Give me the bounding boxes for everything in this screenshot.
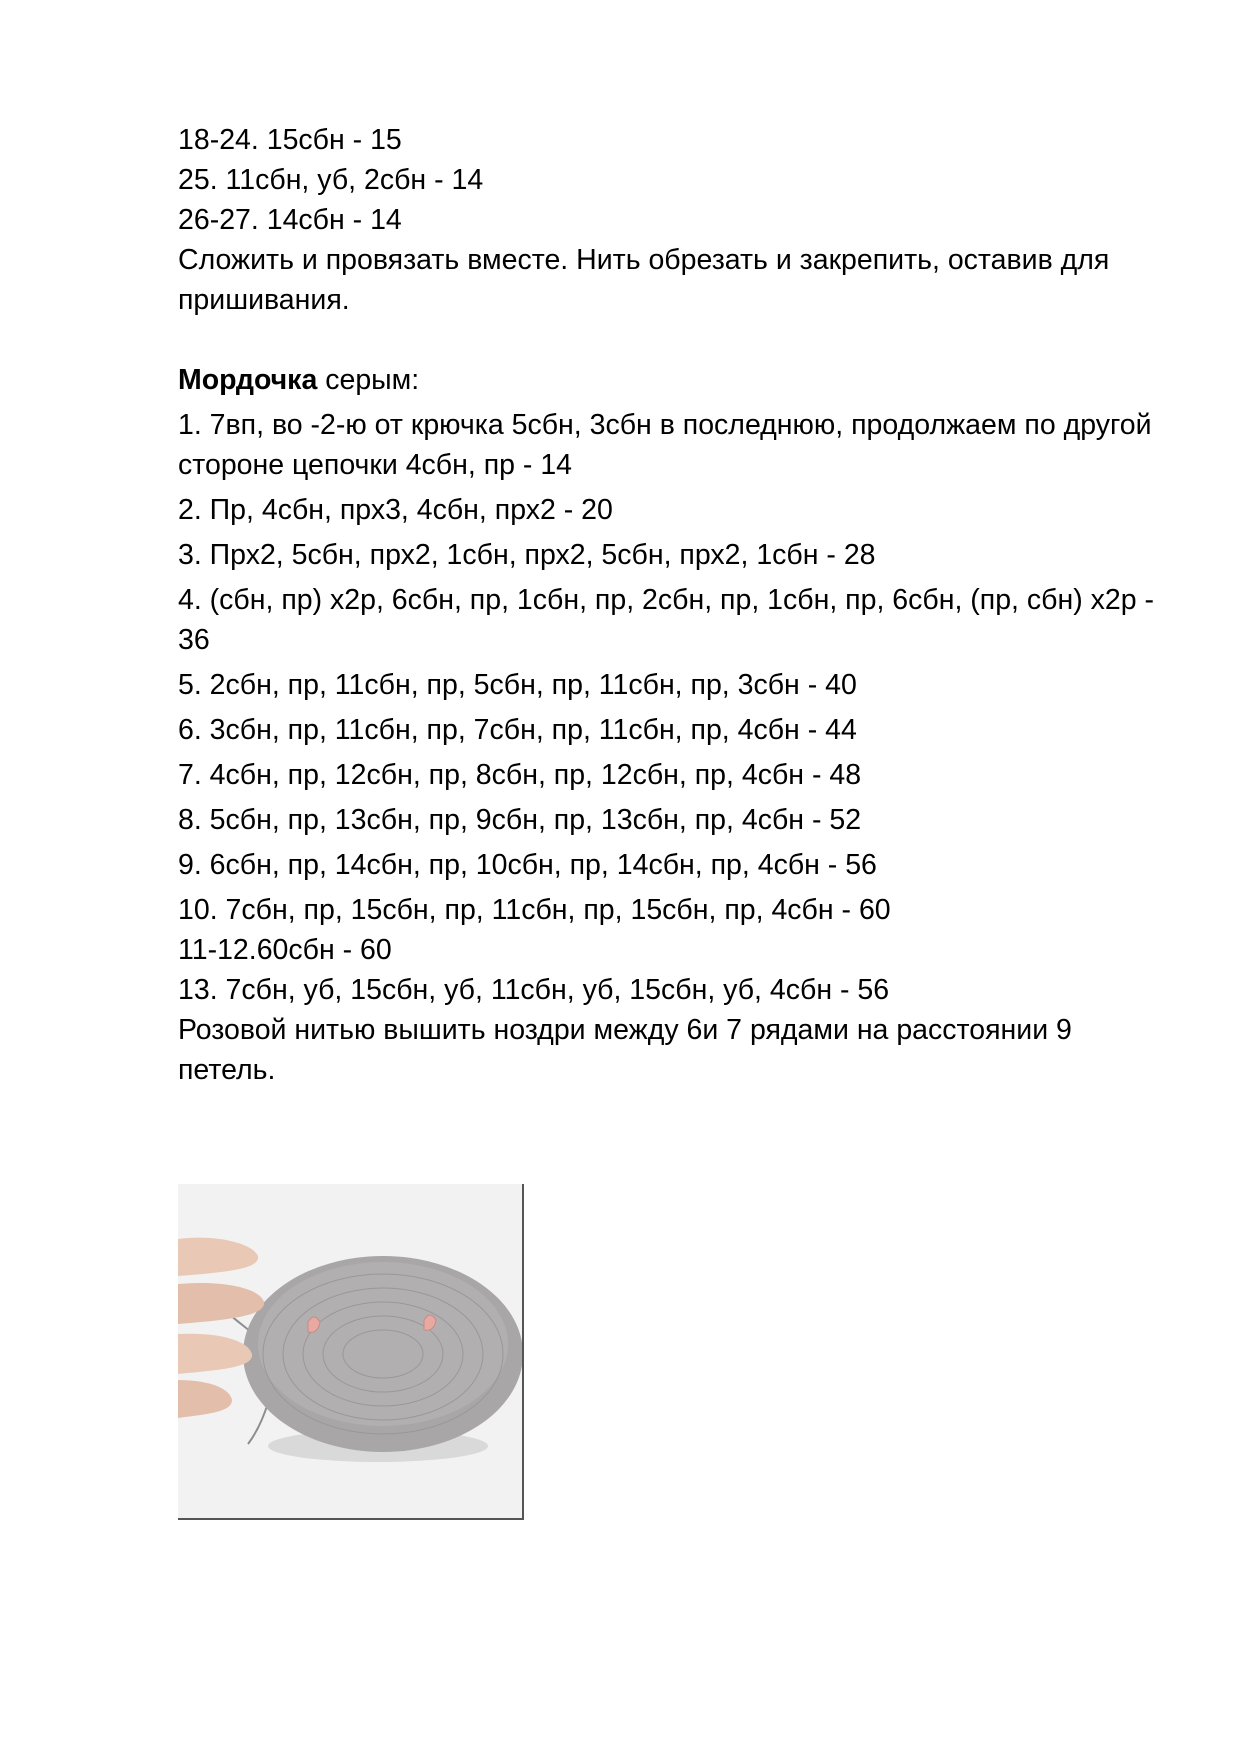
pattern-row: 2. Пр, 4сбн, прх3, 4сбн, прх2 - 20 <box>178 494 613 526</box>
crochet-muzzle-highlight <box>258 1262 508 1426</box>
muzzle-photo <box>178 1184 524 1520</box>
pattern-row: 9. 6сбн, пр, 14сбн, пр, 10сбн, пр, 14сбн, пр, 4сбн - 56 <box>178 849 877 881</box>
pattern-row: 7. 4сбн, пр, 12сбн, пр, 8сбн, пр, 12сбн, пр, 4сбн - 48 <box>178 759 862 791</box>
pattern-row: 10. 7сбн, пр, 15сбн, пр, 11сбн, пр, 15сбн, пр, 4сбн - 60 <box>178 894 891 926</box>
intro-line: 25. 11сбн, уб, 2сбн - 14 <box>178 164 484 196</box>
pattern-row: 3. Прх2, 5сбн, прх2, 1сбн, прх2, 5сбн, прх2, 1сбн - 28 <box>178 539 876 571</box>
section-heading-rest: серым: <box>317 364 420 396</box>
tail-line: 13. 7сбн, уб, 15сбн, уб, 11сбн, уб, 15сбн, уб, 4сбн - 56 <box>178 974 890 1006</box>
final-paragraph: Розовой нитью вышить ноздри между 6и 7 рядами на расстоянии 9 петель. <box>178 1014 1072 1086</box>
section-heading <box>178 360 1168 400</box>
intro-paragraph: Сложить и провязать вместе. Нить обрезать и закрепить, оставив для пришивания. <box>178 244 1110 316</box>
muzzle-photo-illustration <box>178 1184 524 1520</box>
pattern-row: 1. 7вп, во -2-ю от крючка 5сбн, 3сбн в последнюю, продолжаем по другой стороне цепочки 4сбн, пр - 14 <box>178 409 1152 481</box>
pattern-row: 8. 5сбн, пр, 13сбн, пр, 9сбн, пр, 13сбн, пр, 4сбн - 52 <box>178 804 862 836</box>
intro-line: 26-27. 14сбн - 14 <box>178 204 402 236</box>
pattern-row: 4. (сбн, пр) х2р, 6сбн, пр, 1сбн, пр, 2сбн, пр, 1сбн, пр, 6сбн, (пр, сбн) х2р - 36 <box>178 584 1154 656</box>
section-heading-bold: Мордочка <box>178 364 318 396</box>
intro-line: 18-24. 15сбн - 15 <box>178 124 402 156</box>
pattern-row: 6. 3сбн, пр, 11сбн, пр, 7сбн, пр, 11сбн, пр, 4сбн - 44 <box>178 714 857 746</box>
pattern-row: 5. 2сбн, пр, 11сбн, пр, 5сбн, пр, 11сбн, пр, 3сбн - 40 <box>178 669 857 701</box>
pattern-text <box>178 120 1168 1090</box>
tail-line: 11-12.60сбн - 60 <box>178 934 392 966</box>
